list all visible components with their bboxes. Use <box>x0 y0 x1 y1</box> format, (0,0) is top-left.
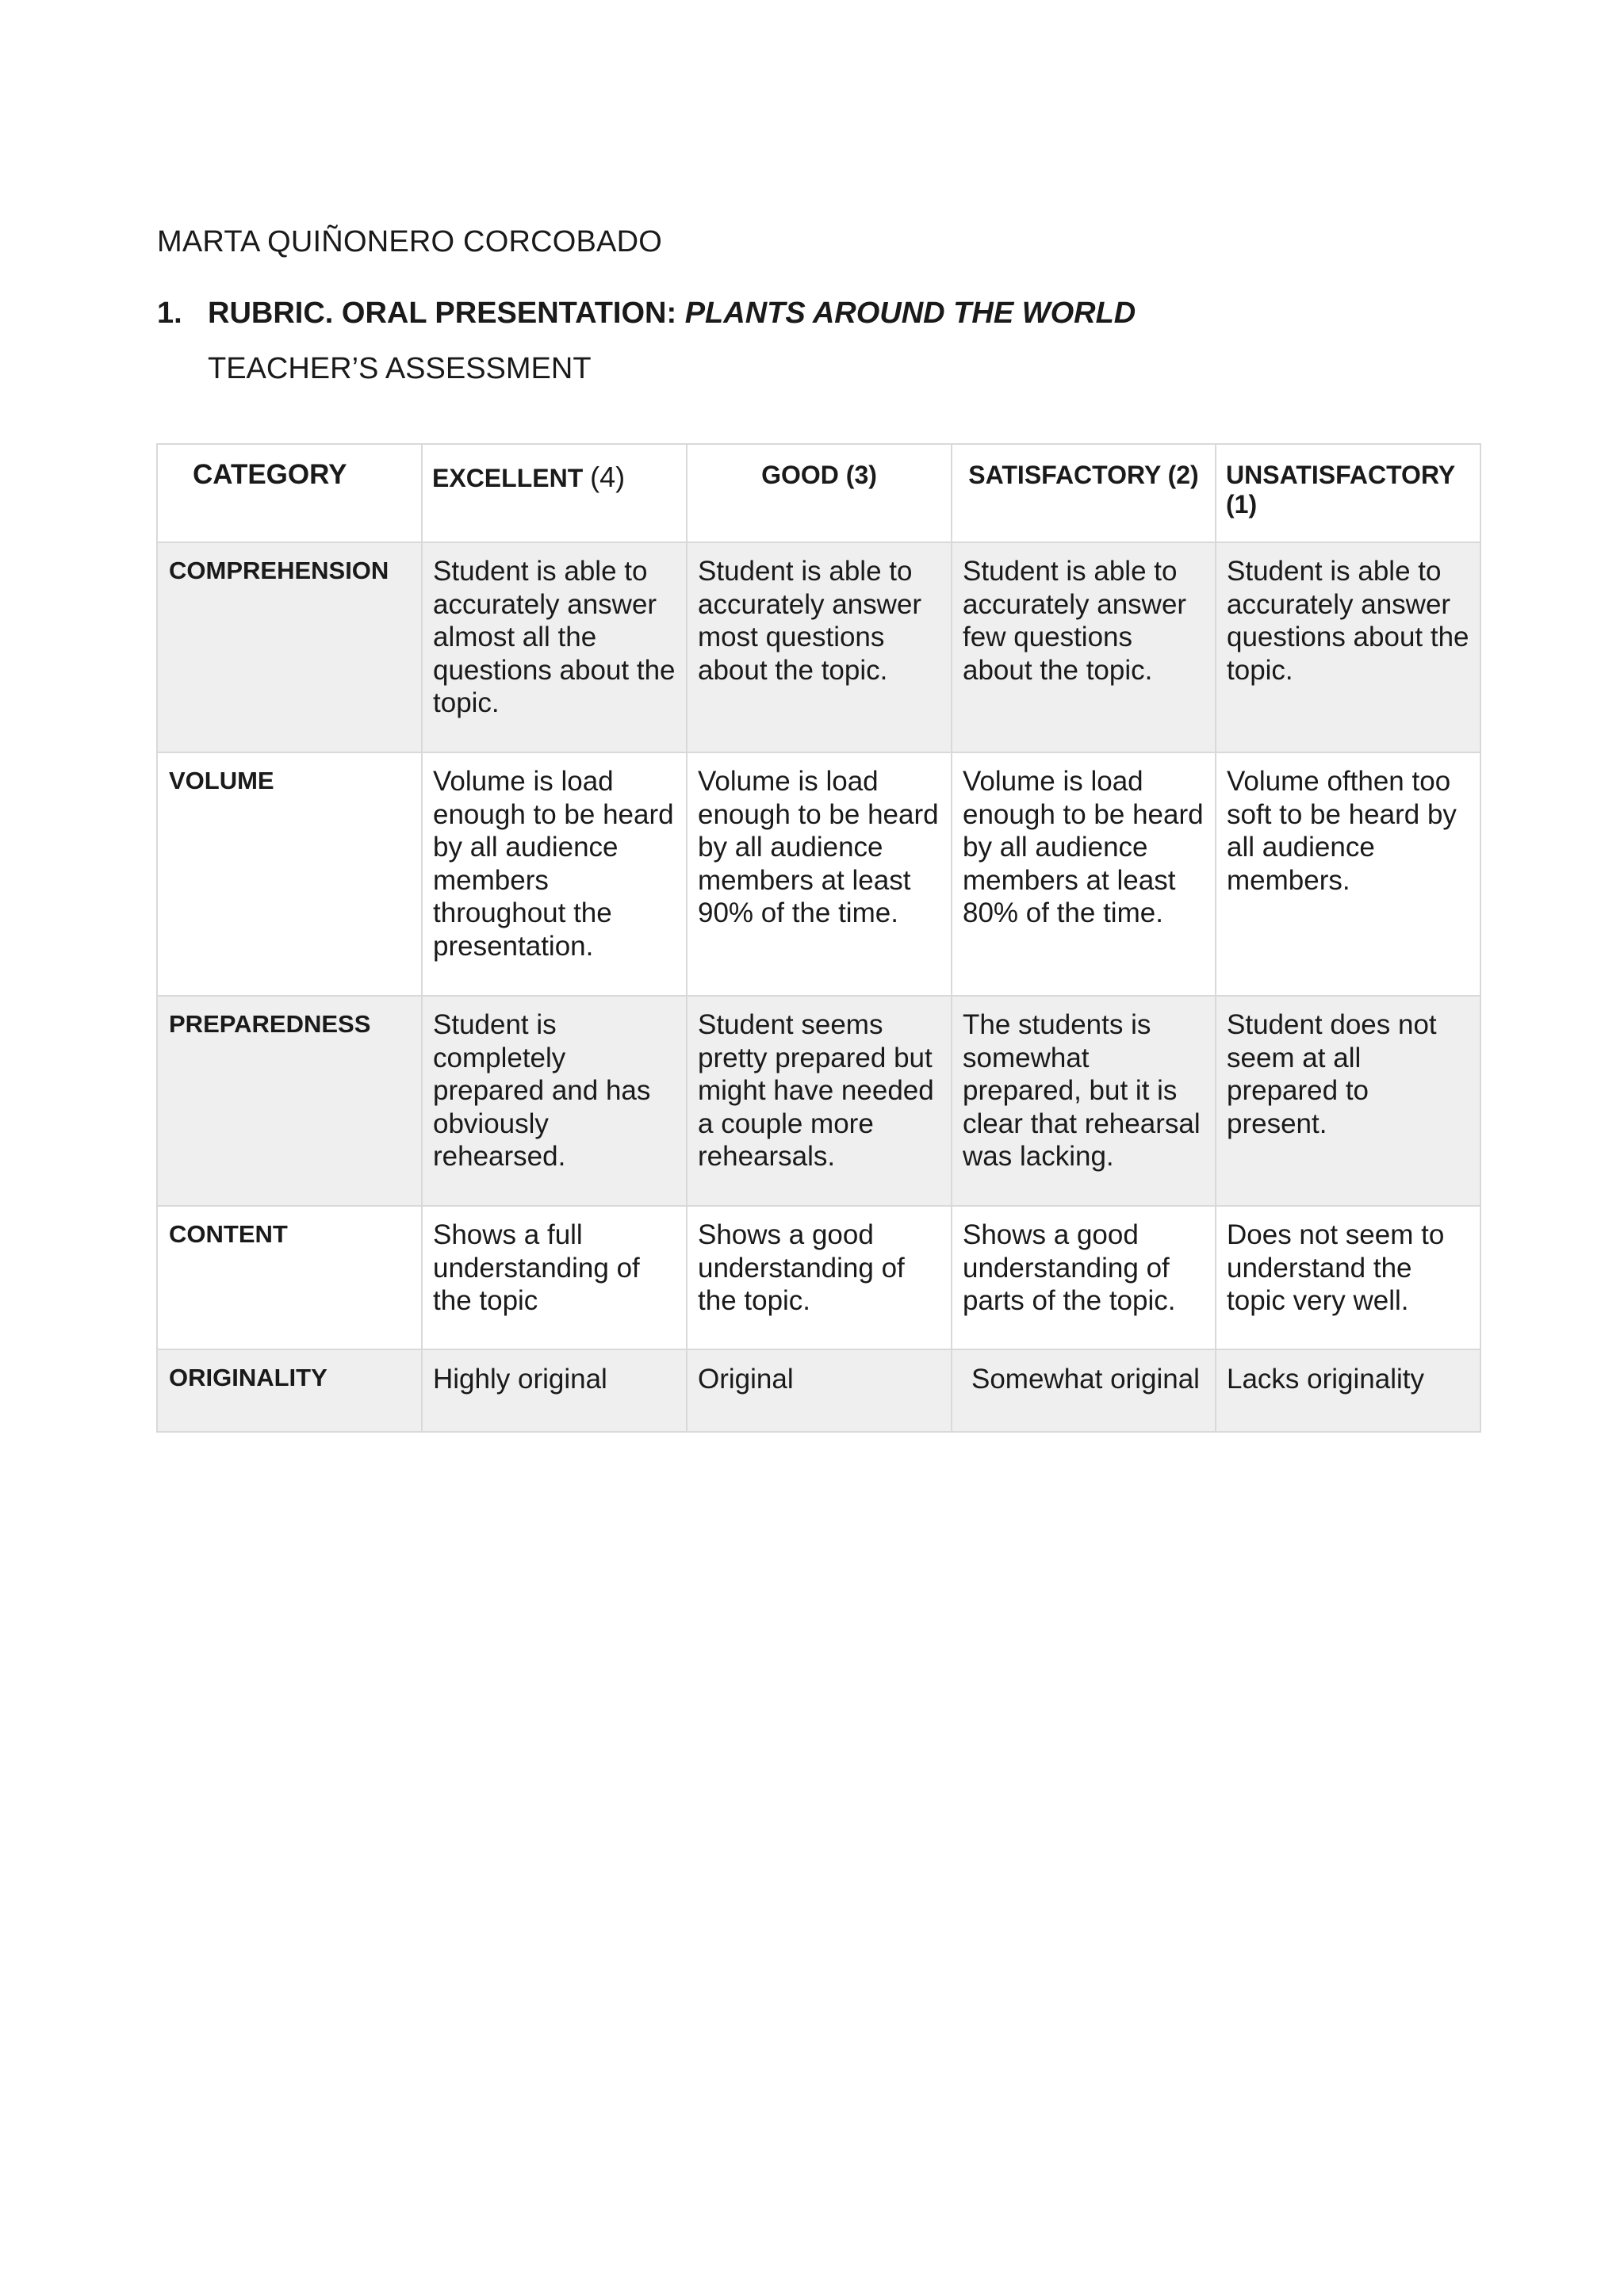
table-row <box>157 1206 1480 1349</box>
header-satisfactory: SATISFACTORY (2) <box>952 444 1216 542</box>
cell-unsatisfactory: Lacks originality <box>1216 1349 1480 1432</box>
author-name: MARTA QUIÑONERO CORCOBADO <box>157 225 662 258</box>
cell-excellent: Shows a full understanding of the topic <box>422 1206 687 1349</box>
row-category: VOLUME <box>157 752 422 996</box>
table-row <box>157 752 1480 996</box>
row-category: ORIGINALITY <box>157 1349 422 1432</box>
cell-excellent: Volume is load enough to be heard by all audience members throughout the presentation. <box>422 752 687 996</box>
cell-unsatisfactory: Does not seem to understand the topic very well. <box>1216 1206 1480 1349</box>
row-category: PREPAREDNESS <box>157 996 422 1206</box>
table-row <box>157 542 1480 752</box>
table-row <box>157 996 1480 1206</box>
cell-good: Student is able to accurately answer most questions about the topic. <box>687 542 952 752</box>
heading-title: PLANTS AROUND THE WORLD <box>684 297 1136 330</box>
cell-excellent: Student is completely prepared and has obviously rehearsed. <box>422 996 687 1206</box>
section-number: 1. <box>157 297 182 330</box>
cell-good: Student seems pretty prepared but might have needed a couple more rehearsals. <box>687 996 952 1206</box>
row-category: COMPREHENSION <box>157 542 422 752</box>
header-excellent <box>422 444 687 542</box>
section-heading <box>157 297 1136 331</box>
cell-excellent: Student is able to accurately answer almost all the questions about the topic. <box>422 542 687 752</box>
cell-good: Volume is load enough to be heard by all audience members at least 90% of the time. <box>687 752 952 996</box>
heading-prefix: RUBRIC. ORAL PRESENTATION: <box>208 297 677 330</box>
cell-satisfactory: Shows a good understanding of parts of the topic. <box>952 1206 1216 1349</box>
cell-satisfactory: Student is able to accurately answer few questions about the topic. <box>952 542 1216 752</box>
header-excellent-score: (4) <box>590 461 626 493</box>
cell-satisfactory: Somewhat original <box>952 1349 1216 1432</box>
header-unsatisfactory: UNSATISFACTORY (1) <box>1216 444 1480 542</box>
header-excellent-label: EXCELLENT <box>432 464 584 492</box>
header-good: GOOD (3) <box>687 444 952 542</box>
cell-excellent: Highly original <box>422 1349 687 1432</box>
cell-unsatisfactory: Student does not seem at all prepared to present. <box>1216 996 1480 1206</box>
row-category: CONTENT <box>157 1206 422 1349</box>
header-category: CATEGORY <box>157 444 422 542</box>
section-subheading: TEACHER’S ASSESSMENT <box>208 352 592 385</box>
table-header-row <box>157 444 1480 542</box>
cell-satisfactory: Volume is load enough to be heard by all audience members at least 80% of the time. <box>952 752 1216 996</box>
cell-unsatisfactory: Student is able to accurately answer questions about the topic. <box>1216 542 1480 752</box>
rubric-table <box>156 443 1481 1433</box>
table-row <box>157 1349 1480 1432</box>
cell-good: Original <box>687 1349 952 1432</box>
cell-good: Shows a good understanding of the topic. <box>687 1206 952 1349</box>
cell-satisfactory: The students is somewhat prepared, but it is clear that rehearsal was lacking. <box>952 996 1216 1206</box>
cell-unsatisfactory: Volume ofthen too soft to be heard by all audience members. <box>1216 752 1480 996</box>
